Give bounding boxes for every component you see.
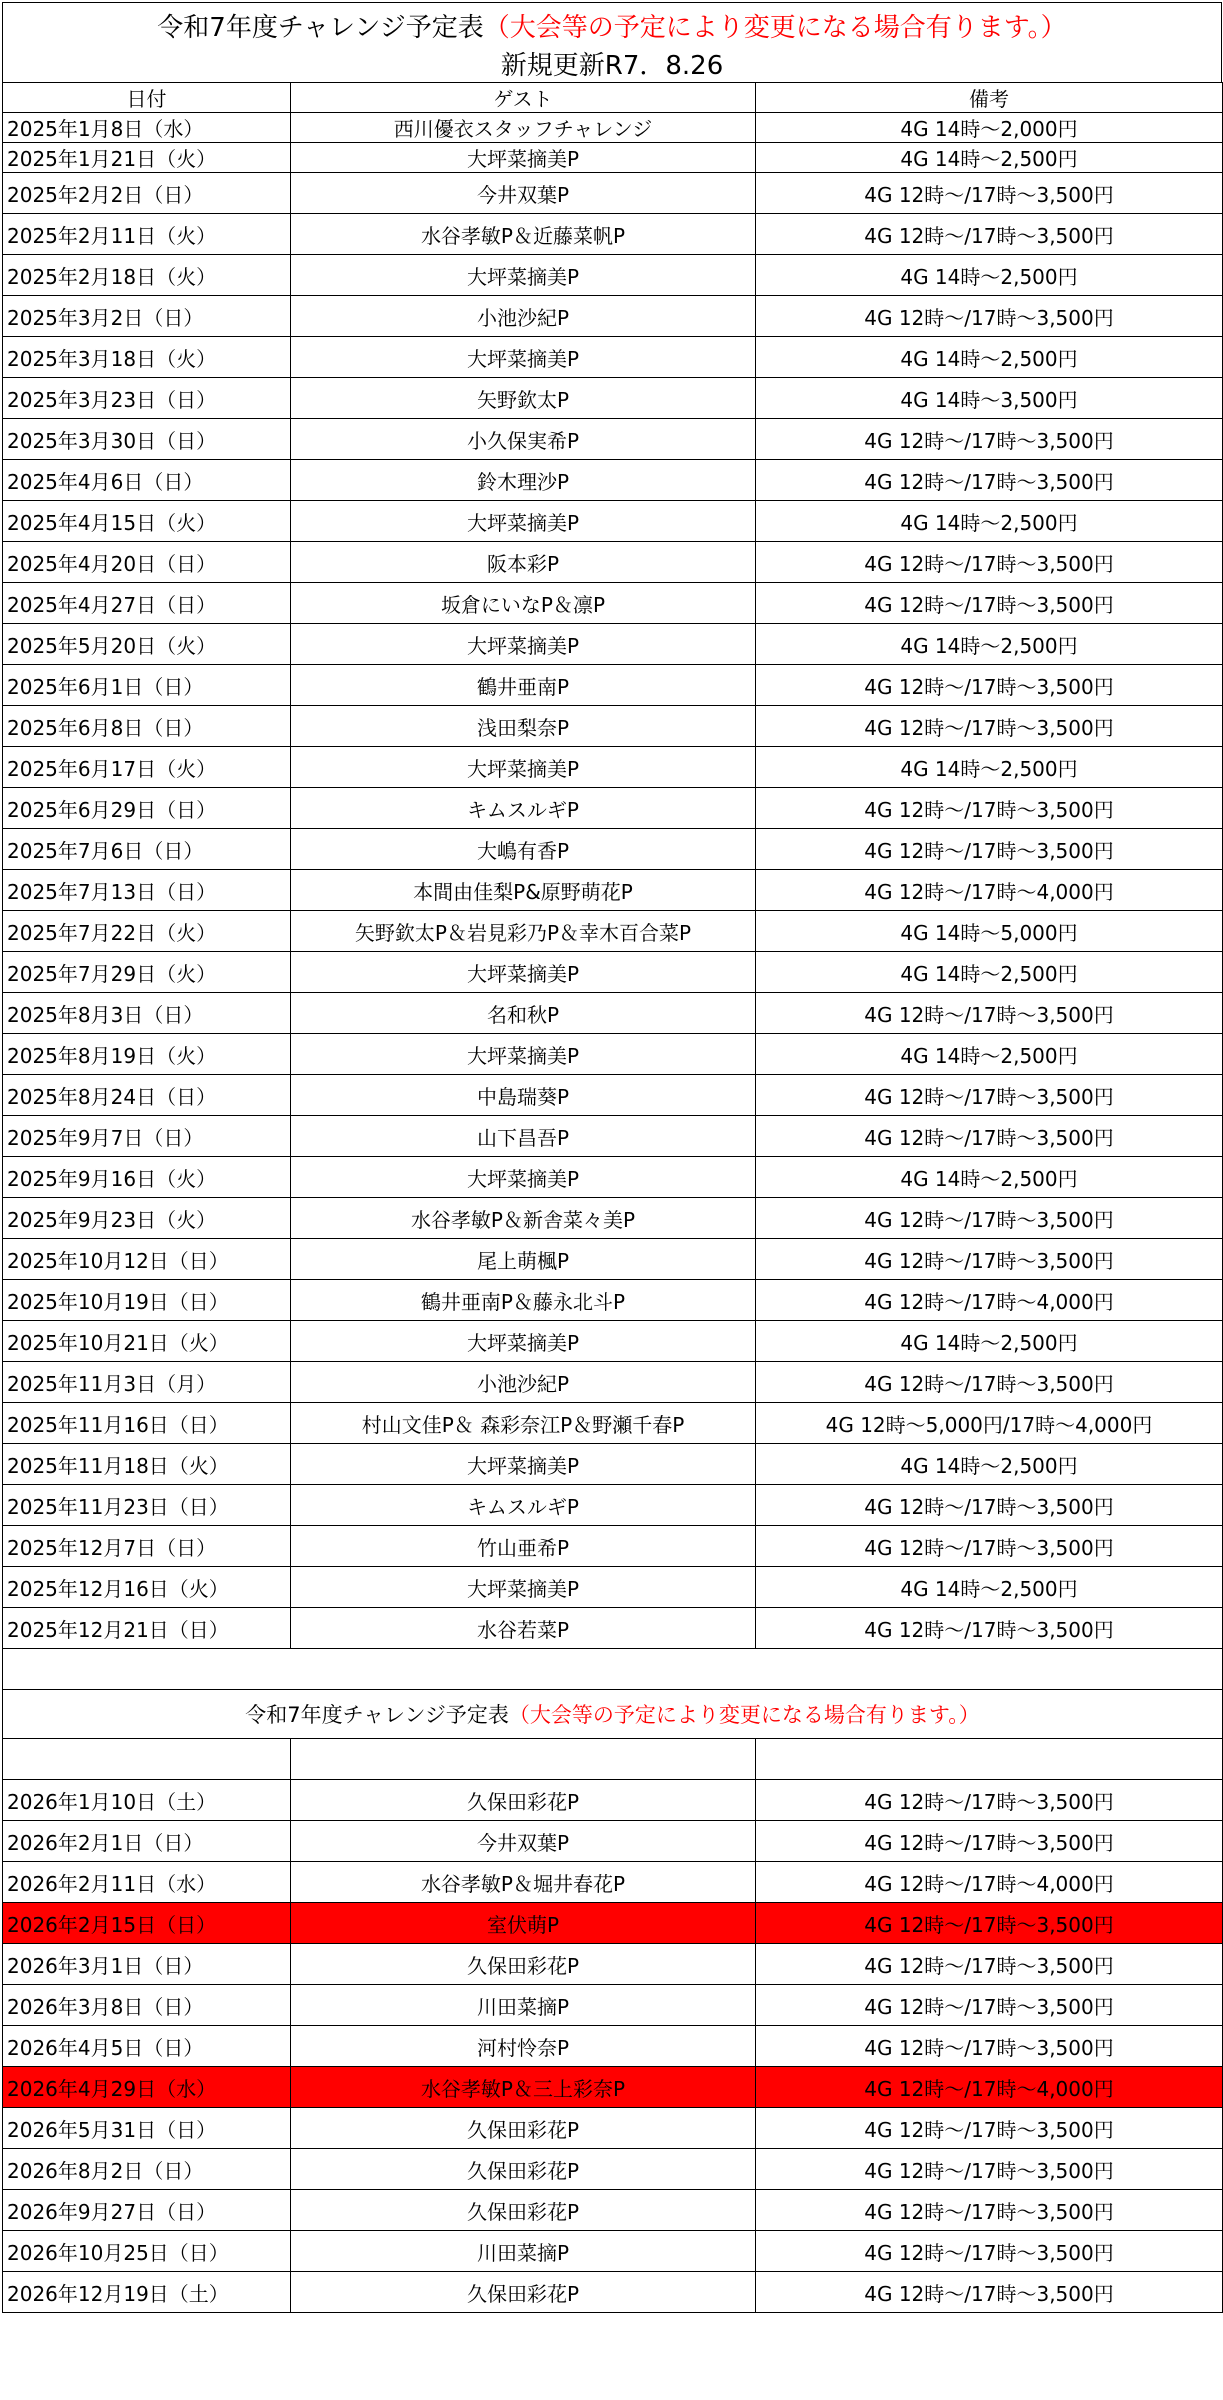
table-row (3, 255, 1223, 296)
table-row (3, 1403, 1223, 1444)
guest-cell: 村山文佳P＆ 森彩奈江P＆野瀬千春P (291, 1403, 756, 1444)
table-row (3, 1862, 1223, 1903)
date-cell: 2026年4月29日（水） (3, 2067, 291, 2108)
date-cell: 2025年6月8日（日） (3, 706, 291, 747)
note-cell: 4G 12時～/17時～3,500円 (756, 1075, 1223, 1116)
table-row (3, 2026, 1223, 2067)
table-row (3, 1526, 1223, 1567)
note-cell: 4G 12時～/17時～4,000円 (756, 1862, 1223, 1903)
date-cell: 2025年4月27日（日） (3, 583, 291, 624)
note-cell: 4G 14時～5,000円 (756, 911, 1223, 952)
table-row (3, 665, 1223, 706)
note-cell: 4G 12時～/17時～3,500円 (756, 1608, 1223, 1649)
date-cell: 2025年7月6日（日） (3, 829, 291, 870)
guest-cell: 小池沙紀P (291, 1362, 756, 1403)
note-cell: 4G 12時～/17時～3,500円 (756, 706, 1223, 747)
table-row (3, 2190, 1223, 2231)
separator-row (3, 1649, 1223, 1690)
date-cell: 2025年1月21日（火） (3, 143, 291, 173)
table-row (3, 2067, 1223, 2108)
note-cell: 4G 14時～2,500円 (756, 1157, 1223, 1198)
note-cell: 4G 14時～2,500円 (756, 1567, 1223, 1608)
guest-cell: 川田菜摘P (291, 1985, 756, 2026)
note-cell: 4G 12時～/17時～3,500円 (756, 1116, 1223, 1157)
empty-cell (3, 1739, 291, 1780)
note-cell: 4G 12時～/17時～3,500円 (756, 1526, 1223, 1567)
table-row (3, 1567, 1223, 1608)
date-cell: 2025年7月22日（火） (3, 911, 291, 952)
table-row (3, 113, 1223, 143)
note-cell: 4G 12時～/17時～3,500円 (756, 829, 1223, 870)
table-row (3, 1239, 1223, 1280)
date-cell: 2026年12月19日（土） (3, 2272, 291, 2313)
header-note: 備考 (756, 83, 1223, 113)
blank-row (3, 1739, 1223, 1780)
date-cell: 2025年2月11日（火） (3, 214, 291, 255)
guest-cell: 鶴井亜南P＆藤永北斗P (291, 1280, 756, 1321)
date-cell: 2025年11月16日（日） (3, 1403, 291, 1444)
guest-cell: キムスルギP (291, 1485, 756, 1526)
section-title (3, 1690, 1223, 1739)
date-cell: 2025年7月13日（日） (3, 870, 291, 911)
empty-cell (756, 1739, 1223, 1780)
guest-cell: キムスルギP (291, 788, 756, 829)
date-cell: 2025年6月1日（日） (3, 665, 291, 706)
note-cell: 4G 12時～/17時～3,500円 (756, 1821, 1223, 1862)
date-cell: 2025年7月29日（火） (3, 952, 291, 993)
guest-cell: 水谷孝敏P＆近藤菜帆P (291, 214, 756, 255)
header-guest: ゲスト (291, 83, 756, 113)
date-cell: 2026年4月5日（日） (3, 2026, 291, 2067)
note-cell: 4G 12時～/17時～3,500円 (756, 173, 1223, 214)
date-cell: 2026年2月1日（日） (3, 1821, 291, 1862)
date-cell: 2025年8月24日（日） (3, 1075, 291, 1116)
table-row (3, 747, 1223, 788)
date-cell: 2025年12月21日（日） (3, 1608, 291, 1649)
empty-cell (291, 1739, 756, 1780)
date-cell: 2025年10月21日（火） (3, 1321, 291, 1362)
note-cell: 4G 12時～/17時～3,500円 (756, 993, 1223, 1034)
guest-cell: 西川優衣スタッフチャレンジ (291, 113, 756, 143)
note-cell: 4G 12時～/17時～3,500円 (756, 665, 1223, 706)
date-cell: 2025年9月16日（火） (3, 1157, 291, 1198)
table-row (3, 1198, 1223, 1239)
table-row (3, 870, 1223, 911)
guest-cell: 大坪菜摘美P (291, 952, 756, 993)
date-cell: 2025年11月23日（日） (3, 1485, 291, 1526)
note-cell: 4G 12時～/17時～3,500円 (756, 2108, 1223, 2149)
title-main: 令和7年度チャレンジ予定表 (157, 13, 484, 43)
note-cell: 4G 12時～/17時～3,500円 (756, 788, 1223, 829)
guest-cell: 大坪菜摘美P (291, 501, 756, 542)
table-row (3, 1608, 1223, 1649)
note-cell: 4G 12時～/17時～3,500円 (756, 2231, 1223, 2272)
table-row (3, 1362, 1223, 1403)
guest-cell: 久保田彩花P (291, 2272, 756, 2313)
guest-cell: 大坪菜摘美P (291, 1157, 756, 1198)
date-cell: 2025年3月18日（火） (3, 337, 291, 378)
guest-cell: 久保田彩花P (291, 2190, 756, 2231)
schedule-sheet (2, 2, 1222, 2313)
table-row (3, 1944, 1223, 1985)
note-cell: 4G 12時～/17時～3,500円 (756, 583, 1223, 624)
date-cell: 2025年11月3日（月） (3, 1362, 291, 1403)
note-cell: 4G 12時～/17時～3,500円 (756, 1198, 1223, 1239)
title-note: （大会等の予定により変更になる場合有ります。） (483, 13, 1067, 43)
guest-cell: 久保田彩花P (291, 2108, 756, 2149)
note-cell: 4G 14時～2,500円 (756, 255, 1223, 296)
date-cell: 2025年4月20日（日） (3, 542, 291, 583)
note-cell: 4G 12時～/17時～3,500円 (756, 296, 1223, 337)
date-cell: 2025年3月30日（日） (3, 419, 291, 460)
guest-cell: 大坪菜摘美P (291, 255, 756, 296)
table-row (3, 214, 1223, 255)
guest-cell: 小久保実希P (291, 419, 756, 460)
guest-cell: 山下昌吾P (291, 1116, 756, 1157)
guest-cell: 大坪菜摘美P (291, 337, 756, 378)
date-cell: 2025年4月6日（日） (3, 460, 291, 501)
table-row (3, 173, 1223, 214)
section-title-main: 令和7年度チャレンジ予定表 (245, 1703, 509, 1727)
date-cell: 2025年6月17日（火） (3, 747, 291, 788)
guest-cell: 中島瑞葵P (291, 1075, 756, 1116)
date-cell: 2025年2月2日（日） (3, 173, 291, 214)
date-cell: 2026年10月25日（日） (3, 2231, 291, 2272)
guest-cell: 大坪菜摘美P (291, 1444, 756, 1485)
table-row (3, 1116, 1223, 1157)
note-cell: 4G 14時～2,500円 (756, 1034, 1223, 1075)
note-cell: 4G 14時～2,500円 (756, 337, 1223, 378)
date-cell: 2026年8月2日（日） (3, 2149, 291, 2190)
date-cell: 2026年3月1日（日） (3, 1944, 291, 1985)
schedule-body (3, 83, 1223, 2313)
note-cell: 4G 14時～2,500円 (756, 1444, 1223, 1485)
schedule-title (2, 2, 1222, 82)
note-cell: 4G 14時～3,500円 (756, 378, 1223, 419)
section-title-note: （大会等の予定により変更になる場合有ります。） (508, 1703, 980, 1727)
guest-cell: 久保田彩花P (291, 1944, 756, 1985)
note-cell: 4G 12時～/17時～3,500円 (756, 2272, 1223, 2313)
note-cell: 4G 12時～/17時～3,500円 (756, 1985, 1223, 2026)
guest-cell: 名和秋P (291, 993, 756, 1034)
guest-cell: 大坪菜摘美P (291, 747, 756, 788)
note-cell: 4G 12時～/17時～3,500円 (756, 460, 1223, 501)
table-row (3, 501, 1223, 542)
date-cell: 2026年2月11日（水） (3, 1862, 291, 1903)
title-line (3, 9, 1221, 47)
note-cell: 4G 12時～/17時～3,500円 (756, 2149, 1223, 2190)
note-cell: 4G 14時～2,500円 (756, 143, 1223, 173)
note-cell: 4G 12時～/17時～3,500円 (756, 1903, 1223, 1944)
table-row (3, 2231, 1223, 2272)
date-cell: 2025年8月19日（火） (3, 1034, 291, 1075)
guest-cell: 大坪菜摘美P (291, 624, 756, 665)
guest-cell: 大坪菜摘美P (291, 1034, 756, 1075)
note-cell: 4G 12時～/17時～3,500円 (756, 1944, 1223, 1985)
table-row (3, 337, 1223, 378)
note-cell: 4G 12時～/17時～4,000円 (756, 1280, 1223, 1321)
note-cell: 4G 14時～2,500円 (756, 1321, 1223, 1362)
note-cell: 4G 12時～5,000円/17時～4,000円 (756, 1403, 1223, 1444)
date-cell: 2025年12月7日（日） (3, 1526, 291, 1567)
guest-cell: 室伏萌P (291, 1903, 756, 1944)
table-row (3, 2272, 1223, 2313)
date-cell: 2025年8月3日（日） (3, 993, 291, 1034)
table-row (3, 296, 1223, 337)
note-cell: 4G 12時～/17時～3,500円 (756, 1780, 1223, 1821)
note-cell: 4G 14時～2,500円 (756, 624, 1223, 665)
guest-cell: 阪本彩P (291, 542, 756, 583)
note-cell: 4G 12時～/17時～3,500円 (756, 1239, 1223, 1280)
note-cell: 4G 12時～/17時～3,500円 (756, 2190, 1223, 2231)
date-cell: 2025年10月19日（日） (3, 1280, 291, 1321)
table-row (3, 706, 1223, 747)
date-cell: 2026年1月10日（土） (3, 1780, 291, 1821)
note-cell: 4G 12時～/17時～4,000円 (756, 2067, 1223, 2108)
table-row (3, 2108, 1223, 2149)
guest-cell: 水谷孝敏P＆三上彩奈P (291, 2067, 756, 2108)
guest-cell: 矢野欽太P＆岩見彩乃P＆幸木百合菜P (291, 911, 756, 952)
table-row (3, 2149, 1223, 2190)
guest-cell: 尾上萌楓P (291, 1239, 756, 1280)
guest-cell: 浅田梨奈P (291, 706, 756, 747)
date-cell: 2025年9月23日（火） (3, 1198, 291, 1239)
table-row (3, 583, 1223, 624)
table-row (3, 829, 1223, 870)
date-cell: 2026年5月31日（日） (3, 2108, 291, 2149)
note-cell: 4G 12時～/17時～3,500円 (756, 542, 1223, 583)
table-row (3, 1903, 1223, 1944)
date-cell: 2025年3月23日（日） (3, 378, 291, 419)
date-cell: 2025年1月8日（水） (3, 113, 291, 143)
guest-cell: 本間由佳梨P&原野萌花P (291, 870, 756, 911)
guest-cell: 大坪菜摘美P (291, 143, 756, 173)
note-cell: 4G 12時～/17時～4,000円 (756, 870, 1223, 911)
note-cell: 4G 14時～2,500円 (756, 952, 1223, 993)
table-row (3, 624, 1223, 665)
table-row (3, 378, 1223, 419)
table-row (3, 993, 1223, 1034)
note-cell: 4G 12時～/17時～3,500円 (756, 2026, 1223, 2067)
guest-cell: 今井双葉P (291, 1821, 756, 1862)
date-cell: 2026年3月8日（日） (3, 1985, 291, 2026)
table-row (3, 1444, 1223, 1485)
section-title-row (3, 1690, 1223, 1739)
guest-cell: 鈴木理沙P (291, 460, 756, 501)
note-cell: 4G 14時～2,000円 (756, 113, 1223, 143)
guest-cell: 久保田彩花P (291, 2149, 756, 2190)
table-row (3, 788, 1223, 829)
separator-cell (3, 1649, 1223, 1690)
guest-cell: 久保田彩花P (291, 1780, 756, 1821)
date-cell: 2026年2月15日（日） (3, 1903, 291, 1944)
table-row (3, 460, 1223, 501)
note-cell: 4G 14時～2,500円 (756, 747, 1223, 788)
table-row (3, 1034, 1223, 1075)
table-row (3, 1075, 1223, 1116)
date-cell: 2025年3月2日（日） (3, 296, 291, 337)
guest-cell: 水谷若菜P (291, 1608, 756, 1649)
guest-cell: 川田菜摘P (291, 2231, 756, 2272)
guest-cell: 矢野欽太P (291, 378, 756, 419)
table-row (3, 1157, 1223, 1198)
date-cell: 2025年9月7日（日） (3, 1116, 291, 1157)
date-cell: 2025年12月16日（火） (3, 1567, 291, 1608)
date-cell: 2025年2月18日（火） (3, 255, 291, 296)
note-cell: 4G 12時～/17時～3,500円 (756, 1485, 1223, 1526)
guest-cell: 大坪菜摘美P (291, 1567, 756, 1608)
table-row (3, 1821, 1223, 1862)
table-row (3, 1780, 1223, 1821)
note-cell: 4G 14時～2,500円 (756, 501, 1223, 542)
guest-cell: 水谷孝敏P＆新舎菜々美P (291, 1198, 756, 1239)
header-date: 日付 (3, 83, 291, 113)
note-cell: 4G 12時～/17時～3,500円 (756, 1362, 1223, 1403)
schedule-table (2, 82, 1223, 2313)
note-cell: 4G 12時～/17時～3,500円 (756, 419, 1223, 460)
table-row (3, 952, 1223, 993)
table-row (3, 1280, 1223, 1321)
table-row (3, 542, 1223, 583)
date-cell: 2025年11月18日（火） (3, 1444, 291, 1485)
guest-cell: 小池沙紀P (291, 296, 756, 337)
header-row (3, 83, 1223, 113)
table-row (3, 143, 1223, 173)
guest-cell: 鶴井亜南P (291, 665, 756, 706)
date-cell: 2025年10月12日（日） (3, 1239, 291, 1280)
guest-cell: 大嶋有香P (291, 829, 756, 870)
guest-cell: 今井双葉P (291, 173, 756, 214)
guest-cell: 竹山亜希P (291, 1526, 756, 1567)
guest-cell: 河村怜奈P (291, 2026, 756, 2067)
date-cell: 2025年5月20日（火） (3, 624, 291, 665)
note-cell: 4G 12時～/17時～3,500円 (756, 214, 1223, 255)
date-cell: 2025年4月15日（火） (3, 501, 291, 542)
table-row (3, 911, 1223, 952)
date-cell: 2025年6月29日（日） (3, 788, 291, 829)
guest-cell: 坂倉にいなP＆凛P (291, 583, 756, 624)
table-row (3, 1485, 1223, 1526)
table-row (3, 419, 1223, 460)
updated-line: 新規更新R7．8.26 (500, 51, 724, 81)
table-row (3, 1321, 1223, 1362)
guest-cell: 大坪菜摘美P (291, 1321, 756, 1362)
table-row (3, 1985, 1223, 2026)
date-cell: 2026年9月27日（日） (3, 2190, 291, 2231)
guest-cell: 水谷孝敏P＆堀井春花P (291, 1862, 756, 1903)
